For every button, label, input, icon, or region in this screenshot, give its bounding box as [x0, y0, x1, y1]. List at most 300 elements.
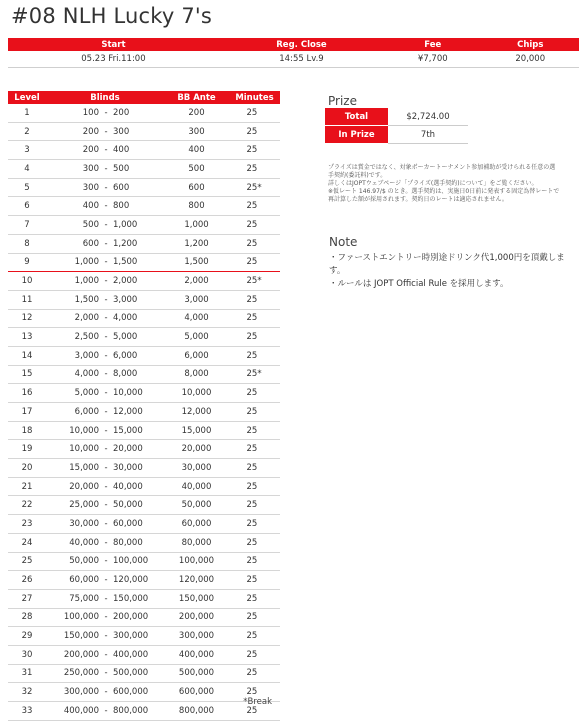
blinds-cell [46, 253, 164, 272]
prize-description-line: 詳しくはJOPTウェブページ「プライズ(選手契約)について」をご覧ください。 [328, 180, 538, 187]
big-blind: 15,000 [113, 425, 143, 436]
small-blind: 50,000 [69, 556, 99, 567]
blind-separator: - [104, 481, 108, 492]
column-header: Minutes [229, 91, 280, 104]
bb-ante-cell: 800 [164, 197, 229, 216]
blinds-cell [46, 141, 164, 160]
minutes-value: 25 [246, 481, 258, 492]
minutes-value: 25 [246, 444, 258, 455]
bb-ante-cell: 10,000 [164, 384, 229, 403]
minutes-value: 25 [246, 294, 258, 305]
minutes-cell [229, 664, 280, 683]
table-row [8, 459, 280, 478]
blind-separator: - [104, 687, 108, 698]
blinds-cell [46, 552, 164, 571]
small-blind: 1,000 [74, 276, 99, 287]
level-cell: 13 [8, 328, 46, 347]
blinds-cell [46, 664, 164, 683]
blinds-cell [46, 234, 164, 253]
blind-separator: - [104, 537, 108, 548]
blinds-cell [46, 702, 164, 721]
small-blind: 30,000 [69, 518, 99, 529]
column-header: Level [8, 91, 46, 104]
prize-description-line: プライズは賞金ではなく、対象ポーカートーナメント参加補助が受けられる任意の選 [328, 164, 556, 171]
prize-total-label: Total [325, 108, 388, 126]
small-blind: 500 [82, 219, 99, 230]
small-blind: 75,000 [69, 593, 99, 604]
big-blind: 50,000 [113, 500, 143, 511]
blinds-cell [46, 589, 164, 608]
level-cell: 6 [8, 197, 46, 216]
bb-ante-cell: 8,000 [164, 365, 229, 384]
blind-separator: - [104, 219, 108, 230]
minutes-value: 25 [246, 219, 258, 230]
minutes-value: 25* [246, 182, 262, 193]
small-blind: 40,000 [69, 537, 99, 548]
blind-structure-header [8, 91, 280, 104]
level-cell: 4 [8, 160, 46, 179]
level-cell: 24 [8, 533, 46, 552]
table-row [8, 309, 280, 328]
blind-separator: - [104, 425, 108, 436]
level-cell: 31 [8, 664, 46, 683]
column-header: Blinds [46, 91, 164, 104]
level-cell: 17 [8, 403, 46, 422]
table-row [8, 496, 280, 515]
big-blind: 300 [113, 126, 130, 137]
small-blind: 200,000 [63, 649, 99, 660]
table-row [8, 253, 280, 272]
level-cell: 27 [8, 589, 46, 608]
bb-ante-cell: 400,000 [164, 645, 229, 664]
table-row [8, 365, 280, 384]
level-cell: 1 [8, 104, 46, 122]
table-row [8, 589, 280, 608]
small-blind: 6,000 [74, 406, 99, 417]
bb-ante-cell: 120,000 [164, 571, 229, 590]
minutes-cell [229, 346, 280, 365]
blind-separator: - [104, 107, 108, 118]
bb-ante-cell: 60,000 [164, 515, 229, 534]
blind-structure-table [8, 91, 280, 721]
bb-ante-cell: 1,000 [164, 216, 229, 235]
minutes-cell [229, 178, 280, 197]
blinds-cell [46, 496, 164, 515]
level-cell: 9 [8, 253, 46, 272]
table-row [8, 104, 280, 122]
minutes-cell [229, 309, 280, 328]
level-cell: 16 [8, 384, 46, 403]
blinds-cell [46, 160, 164, 179]
bb-ante-cell: 600 [164, 178, 229, 197]
big-blind: 800,000 [113, 705, 149, 716]
table-row [8, 234, 280, 253]
bb-ante-cell: 20,000 [164, 440, 229, 459]
blind-separator: - [104, 276, 108, 287]
level-cell: 29 [8, 627, 46, 646]
blinds-cell [46, 571, 164, 590]
level-cell: 30 [8, 645, 46, 664]
big-blind: 200,000 [113, 612, 149, 623]
small-blind: 2,500 [74, 332, 99, 343]
minutes-cell [229, 421, 280, 440]
level-cell: 26 [8, 571, 46, 590]
minutes-value: 25 [246, 631, 258, 642]
minutes-value: 25 [246, 163, 258, 174]
level-cell: 2 [8, 122, 46, 141]
table-row [8, 645, 280, 664]
minutes-cell [229, 496, 280, 515]
minutes-cell [229, 403, 280, 422]
info-value-cell: ¥7,700 [384, 51, 481, 68]
table-row [8, 141, 280, 160]
minutes-value: 25 [246, 705, 258, 716]
minutes-cell [229, 104, 280, 122]
minutes-cell [229, 141, 280, 160]
blinds-cell [46, 178, 164, 197]
prize-total-value: $2,724.00 [388, 108, 468, 126]
blind-separator: - [104, 575, 108, 586]
bb-ante-cell: 100,000 [164, 552, 229, 571]
tournament-info-table [8, 38, 579, 68]
blinds-cell [46, 272, 164, 291]
blind-separator: - [104, 462, 108, 473]
bb-ante-cell: 5,000 [164, 328, 229, 347]
minutes-cell [229, 290, 280, 309]
small-blind: 300,000 [63, 687, 99, 698]
blinds-cell [46, 533, 164, 552]
small-blind: 4,000 [74, 369, 99, 380]
blinds-cell [46, 421, 164, 440]
minutes-value: 25 [246, 500, 258, 511]
blind-separator: - [104, 294, 108, 305]
bb-ante-cell: 300 [164, 122, 229, 141]
blind-separator: - [104, 126, 108, 137]
blind-separator: - [104, 238, 108, 249]
level-cell: 8 [8, 234, 46, 253]
blind-separator: - [104, 257, 108, 268]
note-line: ・ファーストエントリー時別途ドリンク代1,000円を頂戴しま [329, 253, 565, 263]
bb-ante-cell: 400 [164, 141, 229, 160]
tournament-info-header [8, 38, 579, 51]
blind-separator: - [104, 388, 108, 399]
blinds-cell [46, 104, 164, 122]
minutes-value: 25 [246, 406, 258, 417]
big-blind: 6,000 [113, 350, 138, 361]
blind-separator: - [104, 406, 108, 417]
level-cell: 20 [8, 459, 46, 478]
big-blind: 1,500 [113, 257, 138, 268]
minutes-value: 25 [246, 332, 258, 343]
info-value-cell: 20,000 [482, 51, 579, 68]
level-cell: 11 [8, 290, 46, 309]
blind-separator: - [104, 369, 108, 380]
minutes-value: 25 [246, 537, 258, 548]
prize-description-line: ※仮レート 146.97/$ のとき。選手契約は、実施日0日前に発表する固定為替レートで [328, 188, 560, 195]
small-blind: 400 [82, 201, 99, 212]
small-blind: 1,500 [74, 294, 99, 305]
minutes-value: 25 [246, 257, 258, 268]
big-blind: 10,000 [113, 388, 143, 399]
big-blind: 30,000 [113, 462, 143, 473]
big-blind: 600,000 [113, 687, 149, 698]
bb-ante-cell: 50,000 [164, 496, 229, 515]
column-header: BB Ante [164, 91, 229, 104]
big-blind: 400,000 [113, 649, 149, 660]
minutes-cell [229, 515, 280, 534]
blind-separator: - [104, 313, 108, 324]
blinds-cell [46, 365, 164, 384]
prize-description [328, 164, 578, 204]
blind-separator: - [104, 705, 108, 716]
big-blind: 60,000 [113, 518, 143, 529]
bb-ante-cell: 4,000 [164, 309, 229, 328]
table-row [8, 122, 280, 141]
table-row [8, 197, 280, 216]
level-cell: 15 [8, 365, 46, 384]
big-blind: 80,000 [113, 537, 143, 548]
small-blind: 200 [82, 145, 99, 156]
minutes-value: 25 [246, 593, 258, 604]
bb-ante-cell: 500 [164, 160, 229, 179]
minutes-cell [229, 459, 280, 478]
minutes-cell [229, 365, 280, 384]
bb-ante-cell: 80,000 [164, 533, 229, 552]
big-blind: 1,000 [113, 219, 138, 230]
big-blind: 500,000 [113, 668, 149, 679]
bb-ante-cell: 30,000 [164, 459, 229, 478]
minutes-value: 25 [246, 518, 258, 529]
minutes-cell [229, 552, 280, 571]
blinds-cell [46, 440, 164, 459]
blind-separator: - [104, 163, 108, 174]
prize-description-line: 手契約(委託料)です。 [328, 172, 387, 179]
blinds-cell [46, 403, 164, 422]
level-cell: 23 [8, 515, 46, 534]
minutes-cell [229, 328, 280, 347]
blind-separator: - [104, 145, 108, 156]
level-cell: 19 [8, 440, 46, 459]
bb-ante-cell: 150,000 [164, 589, 229, 608]
level-cell: 3 [8, 141, 46, 160]
table-row [8, 178, 280, 197]
minutes-cell [229, 571, 280, 590]
blinds-cell [46, 346, 164, 365]
small-blind: 5,000 [74, 388, 99, 399]
big-blind: 20,000 [113, 444, 143, 455]
blinds-cell [46, 328, 164, 347]
bb-ante-cell: 2,000 [164, 272, 229, 291]
big-blind: 600 [113, 182, 130, 193]
blinds-cell [46, 384, 164, 403]
bb-ante-cell: 6,000 [164, 346, 229, 365]
big-blind: 150,000 [113, 593, 149, 604]
blind-separator: - [104, 500, 108, 511]
prize-title: Prize [328, 94, 357, 108]
minutes-value: 25 [246, 575, 258, 586]
minutes-value: 25* [246, 276, 262, 287]
blind-separator: - [104, 444, 108, 455]
minutes-value: 25 [246, 556, 258, 567]
level-cell: 21 [8, 477, 46, 496]
minutes-cell [229, 440, 280, 459]
big-blind: 200 [113, 107, 130, 118]
big-blind: 8,000 [113, 369, 138, 380]
prize-in-prize-value: 7th [388, 126, 468, 144]
blinds-cell [46, 477, 164, 496]
level-cell: 32 [8, 683, 46, 702]
small-blind: 200 [82, 126, 99, 137]
minutes-value: 25 [246, 425, 258, 436]
minutes-cell [229, 122, 280, 141]
minutes-value: 25 [246, 668, 258, 679]
big-blind: 5,000 [113, 332, 138, 343]
big-blind: 400 [113, 145, 130, 156]
big-blind: 3,000 [113, 294, 138, 305]
table-row [8, 440, 280, 459]
big-blind: 120,000 [113, 575, 149, 586]
small-blind: 250,000 [63, 668, 99, 679]
blind-separator: - [104, 612, 108, 623]
table-row [8, 702, 280, 721]
minutes-cell [229, 477, 280, 496]
table-row [8, 421, 280, 440]
minutes-value: 25* [246, 369, 262, 380]
bb-ante-cell: 15,000 [164, 421, 229, 440]
break-legend: *Break [243, 697, 272, 707]
minutes-cell [229, 589, 280, 608]
blind-separator: - [104, 182, 108, 193]
table-row [8, 477, 280, 496]
minutes-value: 25 [246, 388, 258, 399]
prize-description-line: 再計算した額が採用されます。契約日のレートは適応されません。 [328, 196, 508, 203]
big-blind: 300,000 [113, 631, 149, 642]
big-blind: 40,000 [113, 481, 143, 492]
minutes-cell [229, 197, 280, 216]
minutes-value: 25 [246, 145, 258, 156]
blind-separator: - [104, 593, 108, 604]
blinds-cell [46, 122, 164, 141]
table-row [8, 627, 280, 646]
table-row [8, 216, 280, 235]
blind-separator: - [104, 649, 108, 660]
blinds-cell [46, 608, 164, 627]
table-row [8, 272, 280, 291]
level-cell: 10 [8, 272, 46, 291]
table-row [8, 290, 280, 309]
bb-ante-cell: 1,500 [164, 253, 229, 272]
level-cell: 25 [8, 552, 46, 571]
small-blind: 25,000 [69, 500, 99, 511]
big-blind: 12,000 [113, 406, 143, 417]
table-row [8, 328, 280, 347]
minutes-value: 25 [246, 107, 258, 118]
bb-ante-cell: 12,000 [164, 403, 229, 422]
note-line: す。 [329, 266, 346, 276]
level-cell: 28 [8, 608, 46, 627]
minutes-cell [229, 533, 280, 552]
blind-separator: - [104, 201, 108, 212]
level-cell: 14 [8, 346, 46, 365]
small-blind: 300 [82, 163, 99, 174]
small-blind: 3,000 [74, 350, 99, 361]
prize-in-prize-label: In Prize [325, 126, 388, 144]
minutes-value: 25 [246, 687, 258, 698]
table-row [8, 683, 280, 702]
info-header-cell: Reg. Close [219, 38, 384, 51]
blinds-cell [46, 290, 164, 309]
bb-ante-cell: 800,000 [164, 702, 229, 721]
small-blind: 60,000 [69, 575, 99, 586]
table-row [8, 608, 280, 627]
small-blind: 15,000 [69, 462, 99, 473]
page-title: #08 NLH Lucky 7's [11, 4, 213, 28]
table-row [8, 160, 280, 179]
small-blind: 20,000 [69, 481, 99, 492]
level-cell: 12 [8, 309, 46, 328]
level-cell: 33 [8, 702, 46, 721]
big-blind: 800 [113, 201, 130, 212]
info-header-cell: Fee [384, 38, 481, 51]
minutes-value: 25 [246, 612, 258, 623]
minutes-cell [229, 160, 280, 179]
blinds-cell [46, 627, 164, 646]
big-blind: 100,000 [113, 556, 149, 567]
table-row [8, 533, 280, 552]
table-row [8, 552, 280, 571]
note-body [329, 252, 579, 291]
minutes-value: 25 [246, 350, 258, 361]
info-value-cell: 14:55 Lv.9 [219, 51, 384, 68]
big-blind: 2,000 [113, 276, 138, 287]
prize-table [325, 108, 468, 144]
small-blind: 300 [82, 182, 99, 193]
level-cell: 18 [8, 421, 46, 440]
table-row [8, 346, 280, 365]
big-blind: 1,200 [113, 238, 138, 249]
blinds-cell [46, 309, 164, 328]
blind-separator: - [104, 668, 108, 679]
info-value-cell: 05.23 Fri.11:00 [8, 51, 219, 68]
big-blind: 4,000 [113, 313, 138, 324]
minutes-cell [229, 253, 280, 272]
small-blind: 400,000 [63, 705, 99, 716]
small-blind: 150,000 [63, 631, 99, 642]
note-title: Note [329, 235, 358, 249]
blind-separator: - [104, 350, 108, 361]
minutes-value: 25 [246, 462, 258, 473]
minutes-value: 25 [246, 313, 258, 324]
minutes-cell [229, 384, 280, 403]
bb-ante-cell: 200,000 [164, 608, 229, 627]
minutes-cell [229, 272, 280, 291]
minutes-value: 25 [246, 201, 258, 212]
bb-ante-cell: 500,000 [164, 664, 229, 683]
small-blind: 2,000 [74, 313, 99, 324]
bb-ante-cell: 1,200 [164, 234, 229, 253]
bb-ante-cell: 600,000 [164, 683, 229, 702]
minutes-cell [229, 216, 280, 235]
table-row [8, 384, 280, 403]
note-line: ・ルールは JOPT Official Rule を採用します。 [329, 279, 509, 289]
blind-separator: - [104, 332, 108, 343]
small-blind: 10,000 [69, 444, 99, 455]
info-header-cell: Chips [482, 38, 579, 51]
minutes-value: 25 [246, 649, 258, 660]
bb-ante-cell: 300,000 [164, 627, 229, 646]
minutes-cell [229, 645, 280, 664]
big-blind: 500 [113, 163, 130, 174]
